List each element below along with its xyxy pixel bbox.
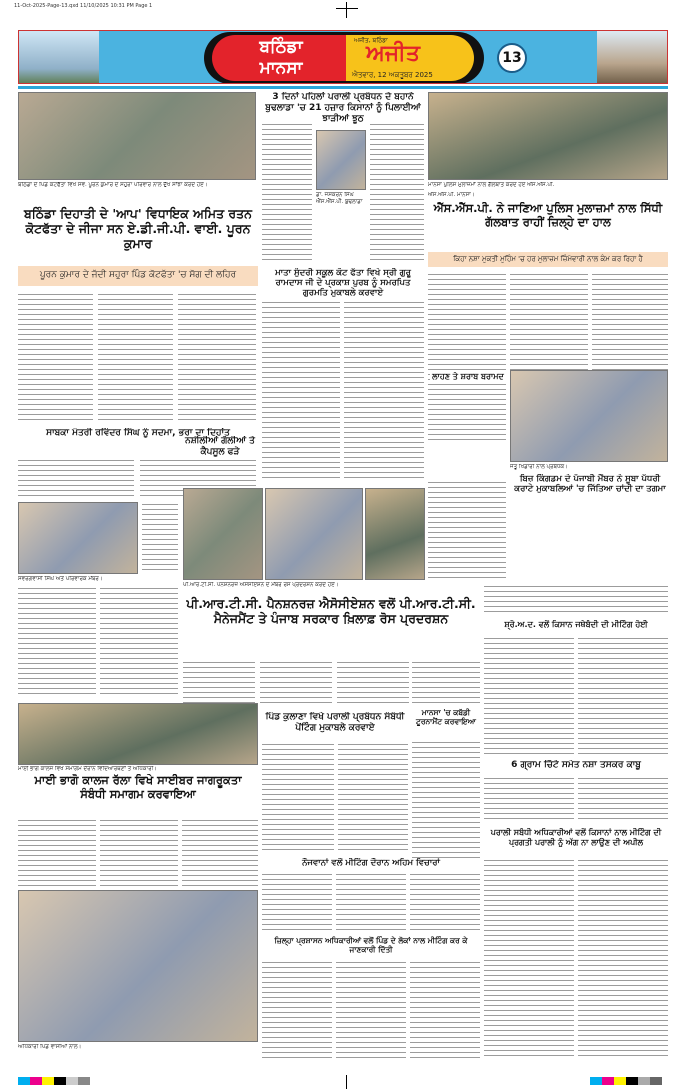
ssp-portrait <box>316 130 366 190</box>
body-text <box>18 586 96 698</box>
lead-caption: ਬਠਿੰਡਾ ਦੇ ਪਿੰਡ ਕੋਟਫੱਤਾ ਵਿਖੇ ਸਵ. ਪੂਰਨ ਕੁਮਾਰ ਦੇ ਸਹੁਰਾ ਪਰਿਵਾਰ ਨਾਲ ਦੁੱਖ ਸਾਂਝਾ ਕਰਦੇ ਹੋਏ। <box>18 182 208 188</box>
college-photo <box>18 703 258 765</box>
pills-headline: ਨਸ਼ੀਲੀਆਂ ਗੋਲੀਆਂ ਤੇ ਕੈਪਸੂਲ ਫੜੇ <box>185 436 255 457</box>
condolence-photo <box>18 502 138 574</box>
ssp-headline: ਐੱਸ.ਐੱਸ.ਪੀ. ਨੇ ਜਾਣਿਆ ਪੁਲਿਸ ਮੁਲਾਜ਼ਮਾਂ ਨਾਲ ਸਿੱਧੀ ਗੱਲਬਾਤ ਰਾਹੀਂ ਜ਼ਿਲ੍ਹੇ ਦਾ ਹਾਲ <box>433 202 663 229</box>
stubble-body <box>262 122 312 264</box>
registration-mark <box>336 8 358 9</box>
painting-body <box>338 742 408 852</box>
officials-body <box>578 858 668 1058</box>
karate-headline: ਬਿਜ਼ ਕਿੰਗਡਮ ਦੇ ਪੰਜਾਬੀ ਮੈਂਬਰ ਨੇ ਸੂਬਾ ਪੱਧਰੀ ਕਰਾਟੇ ਮੁਕਾਬਲਿਆਂ 'ਚ ਜਿੱਤਿਆ ਚਾਂਦੀ ਦਾ ਤਗਮਾ <box>514 474 666 495</box>
body-text <box>100 586 178 698</box>
prtc-photo-3 <box>365 488 425 580</box>
prtc-body <box>260 660 332 705</box>
gurdwara-image <box>597 31 667 84</box>
officials-body <box>484 858 574 1058</box>
power-plant-image <box>19 31 99 84</box>
stubble-body <box>370 122 424 264</box>
lead-subhead: ਪੂਰਨ ਕੁਮਾਰ ਦੇ ਜੱਦੀ ਸਹੁਰਾ ਪਿੰਡ ਕੋਟਫੱਤਾ 'ਚ ਸੋਗ ਦੀ ਲਹਿਰ <box>18 266 258 286</box>
condolence-caption: ਸਵਰਗਵਾਸੀ ਸਿੰਘ ਅਤੇ ਪਰਿਵਾਰਕ ਮੈਂਬਰ। <box>18 576 103 582</box>
ssp-kicker: ਐੱਸ.ਐੱਸ.ਪੀ. ਮਾਨਸਾ। <box>428 192 475 198</box>
ssp-photo <box>428 92 668 180</box>
ssp-subhead: ਕਿਹਾ ਨਸ਼ਾ ਮੁਕਤੀ ਮੁਹਿੰਮ 'ਚ ਹਰ ਮੁਲਾਜ਼ਮ ਜ਼ਿੰਮੇਵਾਰੀ ਨਾਲ ਕੰਮ ਕਰ ਰਿਹਾ ਹੈ <box>428 252 668 267</box>
youth-body <box>410 872 480 932</box>
painting-headline: ਪਿੰਡ ਕੁਲਾਣਾ ਵਿਖੇ ਪਰਾਲੀ ਪ੍ਰਬੰਧਨ ਸੰਬੰਧੀ ਪੇਂਟਿੰਗ ਮੁਕਾਬਲੇ ਕਰਵਾਏ <box>265 712 405 733</box>
school-body <box>344 300 424 482</box>
ssp-body <box>428 272 506 440</box>
prtc-photo-2 <box>265 488 363 580</box>
smuggler-body <box>484 776 574 822</box>
admin-body <box>262 960 332 1058</box>
color-calibration-bar <box>590 1070 662 1078</box>
condolence-body <box>18 458 134 498</box>
edition-date: ਐਤਵਾਰ, 12 ਅਕਤੂਬਰ 2025 <box>352 71 433 79</box>
admin-body <box>410 960 480 1058</box>
admin-caption: ਅਧਿਕਾਰੀ ਪਿੰਡ ਵਾਸੀਆਂ ਨਾਲ। <box>18 1044 82 1050</box>
registration-mark <box>346 1075 347 1089</box>
prtc-body <box>337 660 409 705</box>
youth-body <box>336 872 406 932</box>
prtc-body <box>183 660 255 705</box>
masthead-rule <box>18 86 668 89</box>
school-body <box>262 300 340 482</box>
title-mansa: ਮਾਨਸਾ <box>259 58 303 78</box>
print-slug: 11-Oct-2025-Page-13.qxd 11/10/2025 10:31 PM Page 1 <box>14 3 153 9</box>
karate-photo <box>510 370 668 462</box>
body-text <box>412 660 480 705</box>
smuggler-headline: 6 ਗ੍ਰਾਮ ਚਿੱਟੇ ਸਮੇਤ ਨਸ਼ਾ ਤਸਕਰ ਕਾਬੂ <box>511 760 641 770</box>
farmers-body <box>578 636 668 756</box>
brand-ajit: ਅਜੀਤ <box>366 41 420 66</box>
color-calibration-bar <box>18 1070 90 1078</box>
prtc-caption: ਪੀ.ਆਰ.ਟੀ.ਸੀ. ਪੈਨਸ਼ਨਰਜ਼ ਐਸੋਸੀਏਸ਼ਨ ਦੇ ਮੈਂਬਰ ਰੋਸ ਪ੍ਰਦਰਸ਼ਨ ਕਰਦੇ ਹੋਏ। <box>183 582 339 588</box>
youth-headline: ਨੌਜਵਾਨਾਂ ਵਲੋਂ ਮੀਟਿੰਗ ਦੌਰਾਨ ਅਹਿਮ ਵਿਚਾਰਾਂ <box>302 858 440 868</box>
liquor-headline: ਲਾਹਣ ਤੇ ਸ਼ਰਾਬ ਬਰਾਮਦ <box>430 372 506 382</box>
farmers-headline: ਸ਼੍ਰੋ.ਅ.ਦ. ਵਲੋਂ ਕਿਸਾਨ ਜਥੇਬੰਦੀ ਦੀ ਮੀਟਿੰਗ ਹੋਈ <box>504 620 648 629</box>
body-text <box>428 480 506 580</box>
masthead-logo <box>204 32 484 84</box>
painting-body <box>262 742 334 852</box>
admin-body <box>336 960 406 1058</box>
school-headline: ਮਾਤਾ ਸੁੰਦਰੀ ਸਕੂਲ ਕੋਟ ਫੱਤਾ ਵਿਖੇ ਸ੍ਰੀ ਗੁਰੂ ਰਾਮਦਾਸ ਜੀ ਦੇ ਪ੍ਰਕਾਸ਼ ਪੁਰਬ ਨੂੰ ਸਮਰਪਿਤ ਗੁਰਮਤਿ ਮੁਕਾਬਲੇ ਕਰਵਾਏ <box>275 268 411 299</box>
edition-city: ਅਜੀਤ, ਬਠਿੰਡਾ <box>354 37 388 44</box>
admin-headline: ਜ਼ਿਲ੍ਹਾ ਪ੍ਰਸ਼ਾਸਨ ਅਧਿਕਾਰੀਆਂ ਵਲੋਂ ਪਿੰਡ ਦੇ ਲੋਕਾਂ ਨਾਲ ਮੀਟਿੰਗ ਕਰ ਕੇ ਜਾਣਕਾਰੀ ਦਿੱਤੀ <box>274 936 468 954</box>
condolence-body <box>142 502 178 574</box>
portrait-caption: ਡਾ. ਜਸਕਰਨ ਸਿੰਘ ਐੱਸ.ਐੱਸ.ਪੀ. ਬੁਢਲਾਡਾ <box>316 192 363 205</box>
karate-caption: ਜੇਤੂ ਖਿਡਾਰੀ ਨਾਲ ਪ੍ਰਬੰਧਕ। <box>510 464 568 470</box>
prtc-photo-1 <box>183 488 263 580</box>
farmers-body <box>484 636 574 756</box>
registration-mark <box>346 2 347 18</box>
lead-body <box>18 292 93 422</box>
council-headline: ਮਾਨਸਾ 'ਚ ਕਬੱਡੀ ਟੂਰਨਾਮੈਂਟ ਕਰਵਾਇਆ <box>416 708 476 726</box>
college-body <box>100 818 178 886</box>
lead-headline: ਬਠਿੰਡਾ ਦਿਹਾਤੀ ਦੇ 'ਆਪ' ਵਿਧਾਇਕ ਅਮਿਤ ਰਤਨ ਕੋਟਫੱਤਾ ਦੇ ਜੀਜਾ ਸਨ ਏ.ਡੀ.ਜੀ.ਪੀ. ਵਾਈ. ਪੂਰਨ ਕੁਮਾਰ <box>23 206 252 251</box>
masthead <box>18 30 668 84</box>
ssp-caption: ਮਾਨਸਾ ਪੁਲਿਸ ਮੁਲਾਜ਼ਮਾਂ ਨਾਲ ਗੱਲਬਾਤ ਕਰਦੇ ਹੋਏ ਐੱਸ.ਐੱਸ.ਪੀ. <box>428 182 555 188</box>
prtc-headline: ਪੀ.ਆਰ.ਟੀ.ਸੀ. ਪੈਨਸ਼ਨਰਜ਼ ਐਸੋਸੀਏਸ਼ਨ ਵਲੋਂ ਪੀ.ਆਰ.ਟੀ.ਸੀ. ਮੈਨੇਜਮੈਂਟ ਤੇ ਪੰਜਾਬ ਸਰਕਾਰ ਖ਼ਿਲਾਫ਼ ਰੋਸ ਪ੍ਰਦਰਸ਼ਨ <box>186 596 476 626</box>
stubble-headline: 3 ਦਿਨਾਂ ਪਹਿਲਾਂ ਪਰਾਲੀ ਪ੍ਰਬੰਧਨ ਦੇ ਬਹਾਨੇ ਬੁਢਲਾਡਾ 'ਚ 21 ਹਜ਼ਾਰ ਕਿਸਾਨਾਂ ਨੂੰ ਪਿਲਾਈਆਂ ਝਾੜੀਆਂ ਝੂਠ <box>265 92 421 124</box>
page-number: 13 <box>497 43 527 73</box>
college-body <box>182 818 258 886</box>
lead-body <box>178 292 256 422</box>
youth-body <box>262 872 332 932</box>
admin-photo <box>18 890 258 1042</box>
body-text <box>484 584 668 614</box>
title-bathinda: ਬਠਿੰਡਾ <box>259 37 303 57</box>
lead-body <box>98 292 173 422</box>
smuggler-body <box>578 776 668 822</box>
officials-headline: ਪਰਾਲੀ ਸਬੰਧੀ ਅਧਿਕਾਰੀਆਂ ਵਲੋਂ ਕਿਸਾਨਾਂ ਨਾਲ ਮੀਟਿੰਗ ਦੀ ਪ੍ਰਗਤੀ ਪਰਾਲੀ ਨੂੰ ਅੱਗ ਨਾ ਲਾਉਣ ਦੀ ਅਪੀਲ <box>490 828 662 847</box>
college-body <box>18 818 96 886</box>
condolence-headline: ਸਾਬਕਾ ਮੰਤਰੀ ਰਵਿੰਦਰ ਸਿੰਘ ਨੂੰ ਸਦਮਾ, ਭਰਾ ਦਾ ਦਿਹਾਂਤ <box>46 428 230 438</box>
lead-photo <box>18 92 256 180</box>
college-caption: ਮਾਈ ਭਾਗੋ ਕਾਲਜ ਵਿਖੇ ਸਮਾਗਮ ਦੌਰਾਨ ਵਿਦਿਆਰਥਣਾਂ ਤੇ ਅਧਿਕਾਰੀ। <box>18 766 157 772</box>
college-headline: ਮਾਈ ਭਾਗੋ ਕਾਲਜ ਰੱਲਾ ਵਿਖੇ ਸਾਈਬਰ ਜਾਗਰੂਕਤਾ ਸੰਬੰਧੀ ਸਮਾਗਮ ਕਰਵਾਇਆ <box>34 774 242 801</box>
body-text <box>412 740 480 860</box>
